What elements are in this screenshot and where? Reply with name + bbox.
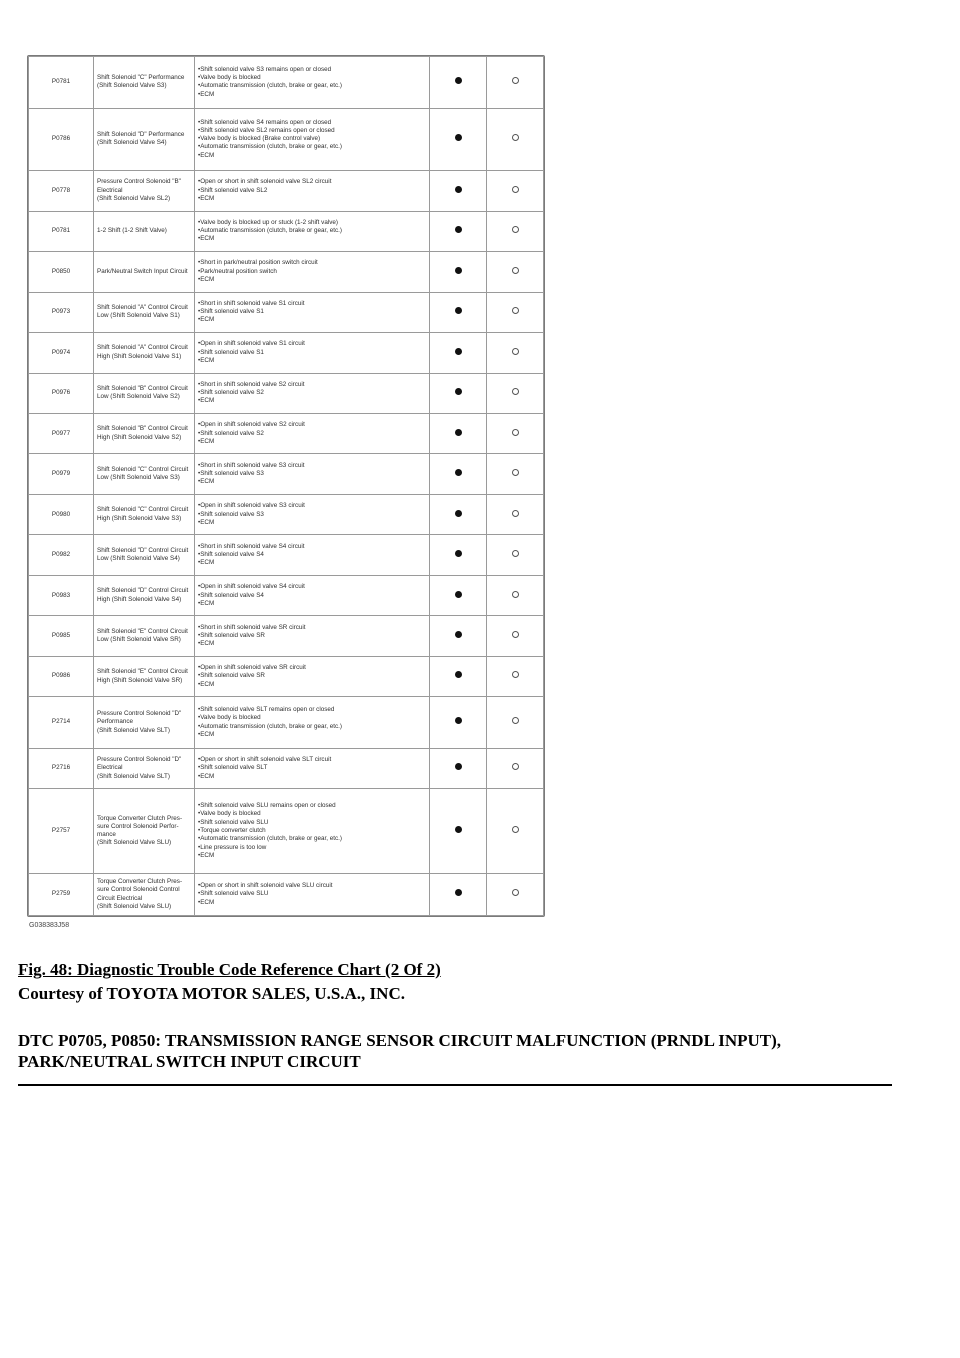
detection-item: Shift Solenoid "C" Control Circuit High (Shift Solenoid Valve S3) bbox=[94, 494, 195, 534]
memory-cell bbox=[487, 108, 544, 171]
trouble-area-item: •ECM bbox=[198, 194, 215, 202]
memory-cell bbox=[487, 211, 544, 251]
trouble-area-item: •Short in shift solenoid valve S4 circuit bbox=[198, 542, 305, 550]
dtc-code: P0979 bbox=[29, 454, 94, 494]
filled-circle-icon bbox=[455, 631, 462, 638]
trouble-area bbox=[195, 656, 430, 696]
trouble-area-item: •Short in shift solenoid valve S1 circuit bbox=[198, 299, 305, 307]
trouble-area bbox=[195, 292, 430, 332]
detection-item: Shift Solenoid "D" Control Circuit High (Shift Solenoid Valve S4) bbox=[94, 575, 195, 615]
trouble-area bbox=[195, 494, 430, 534]
section-heading bbox=[18, 1030, 918, 1072]
trouble-area-item: •Torque converter clutch bbox=[198, 827, 266, 835]
trouble-area bbox=[195, 211, 430, 251]
open-circle-icon bbox=[512, 763, 519, 770]
trouble-area bbox=[195, 575, 430, 615]
trouble-area-item: •ECM bbox=[198, 356, 215, 364]
trouble-area-item: •Shift solenoid valve S3 remains open or closed bbox=[198, 65, 332, 73]
filled-circle-icon bbox=[455, 889, 462, 896]
filled-circle-icon bbox=[455, 429, 462, 436]
filled-circle-icon bbox=[455, 186, 462, 193]
trouble-area-item: •ECM bbox=[198, 640, 215, 648]
dtc-code: P0850 bbox=[29, 252, 94, 292]
table-row bbox=[29, 57, 544, 109]
open-circle-icon bbox=[512, 388, 519, 395]
mil-cell bbox=[430, 575, 487, 615]
trouble-area-item: •Open or short in shift solenoid valve SLU circuit bbox=[198, 882, 333, 890]
memory-cell bbox=[487, 292, 544, 332]
mil-cell bbox=[430, 874, 487, 916]
trouble-area-item: •Shift solenoid valve SLT bbox=[198, 764, 268, 772]
filled-circle-icon bbox=[455, 510, 462, 517]
detection-item: Shift Solenoid "A" Control Circuit Low (Shift Solenoid Valve S1) bbox=[94, 292, 195, 332]
trouble-area-item: •Open in shift solenoid valve SR circuit bbox=[198, 664, 306, 672]
dtc-code: P0974 bbox=[29, 333, 94, 373]
filled-circle-icon bbox=[455, 348, 462, 355]
trouble-area bbox=[195, 171, 430, 211]
trouble-area-item: •ECM bbox=[198, 90, 215, 98]
trouble-area bbox=[195, 874, 430, 916]
dtc-reference-chart bbox=[27, 55, 545, 917]
dtc-code: P0980 bbox=[29, 494, 94, 534]
table-row bbox=[29, 373, 544, 413]
memory-cell bbox=[487, 57, 544, 109]
trouble-area-item: •Shift solenoid valve S4 bbox=[198, 551, 264, 559]
trouble-area-item: •Open in shift solenoid valve S2 circuit bbox=[198, 421, 305, 429]
trouble-area-item: •Open in shift solenoid valve S3 circuit bbox=[198, 502, 305, 510]
table-row bbox=[29, 697, 544, 749]
open-circle-icon bbox=[512, 267, 519, 274]
mil-cell bbox=[430, 373, 487, 413]
trouble-area bbox=[195, 616, 430, 656]
filled-circle-icon bbox=[455, 226, 462, 233]
detection-item: Shift Solenoid "E" Control Circuit High (Shift Solenoid Valve SR) bbox=[94, 656, 195, 696]
filled-circle-icon bbox=[455, 591, 462, 598]
trouble-area bbox=[195, 252, 430, 292]
trouble-area-item: •Shift solenoid valve SL2 remains open or closed bbox=[198, 126, 335, 134]
trouble-area-item: •Shift solenoid valve S1 bbox=[198, 308, 264, 316]
trouble-area-item: •Shift solenoid valve S4 remains open or closed bbox=[198, 118, 332, 126]
mil-cell bbox=[430, 748, 487, 788]
trouble-area-item: •ECM bbox=[198, 730, 215, 738]
open-circle-icon bbox=[512, 226, 519, 233]
memory-cell bbox=[487, 748, 544, 788]
open-circle-icon bbox=[512, 671, 519, 678]
mil-cell bbox=[430, 292, 487, 332]
dtc-code: P0778 bbox=[29, 171, 94, 211]
memory-cell bbox=[487, 454, 544, 494]
trouble-area-item: •Automatic transmission (clutch, brake or gear, etc.) bbox=[198, 227, 342, 235]
filled-circle-icon bbox=[455, 77, 462, 84]
trouble-area-item: •ECM bbox=[198, 437, 215, 445]
open-circle-icon bbox=[512, 77, 519, 84]
trouble-area bbox=[195, 748, 430, 788]
filled-circle-icon bbox=[455, 307, 462, 314]
dtc-code: P0982 bbox=[29, 535, 94, 575]
trouble-area bbox=[195, 373, 430, 413]
trouble-area bbox=[195, 697, 430, 749]
trouble-area-item: •Automatic transmission (clutch, brake or gear, etc.) bbox=[198, 143, 342, 151]
detection-item: 1-2 Shift (1-2 Shift Valve) bbox=[94, 211, 195, 251]
mil-cell bbox=[430, 789, 487, 874]
trouble-area-item: •Shift solenoid valve S1 bbox=[198, 348, 264, 356]
table-row bbox=[29, 748, 544, 788]
detection-item: Park/Neutral Switch Input Circuit bbox=[94, 252, 195, 292]
detection-item: Pressure Control Solenoid "D" Electrical (Shift Solenoid Valve SLT) bbox=[94, 748, 195, 788]
table-row bbox=[29, 108, 544, 171]
trouble-area-item: •Shift solenoid valve S2 bbox=[198, 389, 264, 397]
filled-circle-icon bbox=[455, 469, 462, 476]
trouble-area-item: •Shift solenoid valve SR bbox=[198, 632, 265, 639]
trouble-area-item: •Short in shift solenoid valve SR circuit bbox=[198, 623, 306, 631]
trouble-area-item: •ECM bbox=[198, 772, 215, 780]
filled-circle-icon bbox=[455, 134, 462, 141]
trouble-area-item: •ECM bbox=[198, 316, 215, 324]
dtc-code: P0977 bbox=[29, 413, 94, 453]
memory-cell bbox=[487, 697, 544, 749]
dtc-code: P2757 bbox=[29, 789, 94, 874]
open-circle-icon bbox=[512, 631, 519, 638]
dtc-code: P0985 bbox=[29, 616, 94, 656]
trouble-area-item: •Short in shift solenoid valve S2 circuit bbox=[198, 380, 305, 388]
filled-circle-icon bbox=[455, 267, 462, 274]
trouble-area-item: •Shift solenoid valve SLT remains open or closed bbox=[198, 706, 335, 714]
dtc-code: P2716 bbox=[29, 748, 94, 788]
trouble-area bbox=[195, 454, 430, 494]
trouble-area-item: •ECM bbox=[198, 478, 215, 486]
table-row bbox=[29, 292, 544, 332]
dtc-code: P0976 bbox=[29, 373, 94, 413]
trouble-area-item: •Shift solenoid valve SL2 bbox=[198, 186, 268, 194]
trouble-area-item: •ECM bbox=[198, 275, 215, 283]
section-heading-line-2: PARK/NEUTRAL SWITCH INPUT CIRCUIT bbox=[18, 1052, 361, 1071]
table-row bbox=[29, 252, 544, 292]
filled-circle-icon bbox=[455, 826, 462, 833]
mil-cell bbox=[430, 333, 487, 373]
mil-cell bbox=[430, 656, 487, 696]
open-circle-icon bbox=[512, 717, 519, 724]
table-row bbox=[29, 535, 544, 575]
memory-cell bbox=[487, 656, 544, 696]
mil-cell bbox=[430, 494, 487, 534]
trouble-area-item: •Shift solenoid valve SLU remains open or closed bbox=[198, 802, 336, 810]
table-row bbox=[29, 656, 544, 696]
open-circle-icon bbox=[512, 889, 519, 896]
table-row bbox=[29, 171, 544, 211]
trouble-area-item: •Automatic transmission (clutch, brake or gear, etc.) bbox=[198, 835, 342, 843]
trouble-area-item: •ECM bbox=[198, 518, 215, 526]
filled-circle-icon bbox=[455, 763, 462, 770]
trouble-area-item: •Valve body is blocked up or stuck (1-2 shift valve) bbox=[198, 218, 338, 226]
trouble-area-item: •Valve body is blocked bbox=[198, 714, 261, 722]
trouble-area-item: •Shift solenoid valve SLU bbox=[198, 818, 269, 826]
trouble-area bbox=[195, 535, 430, 575]
open-circle-icon bbox=[512, 826, 519, 833]
detection-item: Shift Solenoid "A" Control Circuit High (Shift Solenoid Valve S1) bbox=[94, 333, 195, 373]
trouble-area bbox=[195, 108, 430, 171]
trouble-area-item: •Open or short in shift solenoid valve SL2 circuit bbox=[198, 178, 332, 186]
trouble-area-item: •Automatic transmission (clutch, brake or gear, etc.) bbox=[198, 722, 342, 730]
trouble-area-item: •Shift solenoid valve SR bbox=[198, 672, 265, 680]
memory-cell bbox=[487, 494, 544, 534]
trouble-area bbox=[195, 57, 430, 109]
table-row bbox=[29, 575, 544, 615]
dtc-code: P0786 bbox=[29, 108, 94, 171]
memory-cell bbox=[487, 616, 544, 656]
figure-caption[interactable]: Fig. 48: Diagnostic Trouble Code Reference Chart (2 Of 2) bbox=[18, 960, 441, 979]
open-circle-icon bbox=[512, 510, 519, 517]
divider bbox=[18, 1084, 892, 1086]
trouble-area-item: •Open in shift solenoid valve S1 circuit bbox=[198, 340, 305, 348]
trouble-area-item: •Shift solenoid valve S4 bbox=[198, 591, 264, 599]
trouble-area bbox=[195, 333, 430, 373]
trouble-area-item: •Open in shift solenoid valve S4 circuit bbox=[198, 583, 305, 591]
trouble-area-item: •ECM bbox=[198, 235, 215, 243]
memory-cell bbox=[487, 535, 544, 575]
mil-cell bbox=[430, 57, 487, 109]
table-row bbox=[29, 616, 544, 656]
table-row bbox=[29, 211, 544, 251]
trouble-area-item: •Short in park/neutral position switch circuit bbox=[198, 259, 318, 267]
trouble-area-item: •ECM bbox=[198, 898, 215, 906]
dtc-code: P0983 bbox=[29, 575, 94, 615]
trouble-area-item: •Open or short in shift solenoid valve SLT circuit bbox=[198, 756, 332, 764]
dtc-code: P0986 bbox=[29, 656, 94, 696]
trouble-area-item: •Park/neutral position switch bbox=[198, 267, 277, 275]
trouble-area-item: •Line pressure is too low bbox=[198, 843, 267, 851]
trouble-area-item: •Automatic transmission (clutch, brake or gear, etc.) bbox=[198, 82, 342, 90]
open-circle-icon bbox=[512, 429, 519, 436]
mil-cell bbox=[430, 108, 487, 171]
detection-item: Pressure Control Solenoid "D" Performance (Shift Solenoid Valve SLT) bbox=[94, 697, 195, 749]
mil-cell bbox=[430, 697, 487, 749]
dtc-code: P0781 bbox=[29, 211, 94, 251]
detection-item: Shift Solenoid "C" Performance (Shift Solenoid Valve S3) bbox=[94, 57, 195, 109]
dtc-table-body bbox=[29, 57, 544, 916]
mil-cell bbox=[430, 211, 487, 251]
memory-cell bbox=[487, 789, 544, 874]
open-circle-icon bbox=[512, 591, 519, 598]
detection-item: Shift Solenoid "D" Performance (Shift Solenoid Valve S4) bbox=[94, 108, 195, 171]
mil-cell bbox=[430, 413, 487, 453]
memory-cell bbox=[487, 413, 544, 453]
memory-cell bbox=[487, 575, 544, 615]
detection-item: Shift Solenoid "B" Control Circuit High (Shift Solenoid Valve S2) bbox=[94, 413, 195, 453]
trouble-area-item: •ECM bbox=[198, 851, 215, 859]
table-row bbox=[29, 874, 544, 916]
trouble-area-item: •ECM bbox=[198, 680, 215, 688]
trouble-area-item: •Valve body is blocked bbox=[198, 810, 261, 818]
table-row bbox=[29, 494, 544, 534]
trouble-area-item: •Shift solenoid valve SLU bbox=[198, 890, 269, 898]
trouble-area bbox=[195, 413, 430, 453]
table-row bbox=[29, 789, 544, 874]
memory-cell bbox=[487, 874, 544, 916]
trouble-area-item: •Shift solenoid valve S3 bbox=[198, 470, 264, 478]
table-row bbox=[29, 413, 544, 453]
trouble-area-item: •ECM bbox=[198, 599, 215, 607]
dtc-code: P0973 bbox=[29, 292, 94, 332]
dtc-table bbox=[28, 56, 544, 916]
dtc-code: P0781 bbox=[29, 57, 94, 109]
dtc-code: P2759 bbox=[29, 874, 94, 916]
trouble-area-item: •ECM bbox=[198, 559, 215, 567]
open-circle-icon bbox=[512, 134, 519, 141]
memory-cell bbox=[487, 171, 544, 211]
trouble-area-item: •Short in shift solenoid valve S3 circuit bbox=[198, 461, 305, 469]
open-circle-icon bbox=[512, 469, 519, 476]
filled-circle-icon bbox=[455, 388, 462, 395]
trouble-area-item: •Valve body is blocked bbox=[198, 73, 261, 81]
filled-circle-icon bbox=[455, 550, 462, 557]
table-row bbox=[29, 454, 544, 494]
figure-id: G038383J58 bbox=[29, 922, 70, 929]
trouble-area-item: •Valve body is blocked (Brake control valve) bbox=[198, 135, 321, 143]
filled-circle-icon bbox=[455, 671, 462, 678]
mil-cell bbox=[430, 252, 487, 292]
mil-cell bbox=[430, 616, 487, 656]
detection-item: Pressure Control Solenoid "B" Electrical (Shift Solenoid Valve SL2) bbox=[94, 171, 195, 211]
table-row bbox=[29, 333, 544, 373]
detection-item: Torque Converter Clutch Pres- sure Control Solenoid Control Circuit Electrical (Shift Solenoid Valve SLU) bbox=[94, 874, 195, 916]
mil-cell bbox=[430, 535, 487, 575]
memory-cell bbox=[487, 373, 544, 413]
filled-circle-icon bbox=[455, 717, 462, 724]
open-circle-icon bbox=[512, 348, 519, 355]
memory-cell bbox=[487, 252, 544, 292]
open-circle-icon bbox=[512, 550, 519, 557]
open-circle-icon bbox=[512, 186, 519, 193]
courtesy-line: Courtesy of TOYOTA MOTOR SALES, U.S.A., INC. bbox=[18, 984, 405, 1003]
trouble-area-item: •ECM bbox=[198, 397, 215, 405]
detection-item: Torque Converter Clutch Pres- sure Control Solenoid Perfor- mance (Shift Solenoid Valve SLU) bbox=[94, 789, 195, 874]
trouble-area-item: •Shift solenoid valve S2 bbox=[198, 429, 264, 437]
detection-item: Shift Solenoid "E" Control Circuit Low (Shift Solenoid Valve SR) bbox=[94, 616, 195, 656]
open-circle-icon bbox=[512, 307, 519, 314]
section-heading-line-1: DTC P0705, P0850: TRANSMISSION RANGE SENSOR CIRCUIT MALFUNCTION (PRNDL INPUT), bbox=[18, 1031, 782, 1050]
trouble-area bbox=[195, 789, 430, 874]
detection-item: Shift Solenoid "C" Control Circuit Low (Shift Solenoid Valve S3) bbox=[94, 454, 195, 494]
dtc-code: P2714 bbox=[29, 697, 94, 749]
memory-cell bbox=[487, 333, 544, 373]
mil-cell bbox=[430, 454, 487, 494]
detection-item: Shift Solenoid "D" Control Circuit Low (Shift Solenoid Valve S4) bbox=[94, 535, 195, 575]
trouble-area-item: •Shift solenoid valve S3 bbox=[198, 510, 264, 518]
detection-item: Shift Solenoid "B" Control Circuit Low (Shift Solenoid Valve S2) bbox=[94, 373, 195, 413]
mil-cell bbox=[430, 171, 487, 211]
trouble-area-item: •ECM bbox=[198, 151, 215, 159]
